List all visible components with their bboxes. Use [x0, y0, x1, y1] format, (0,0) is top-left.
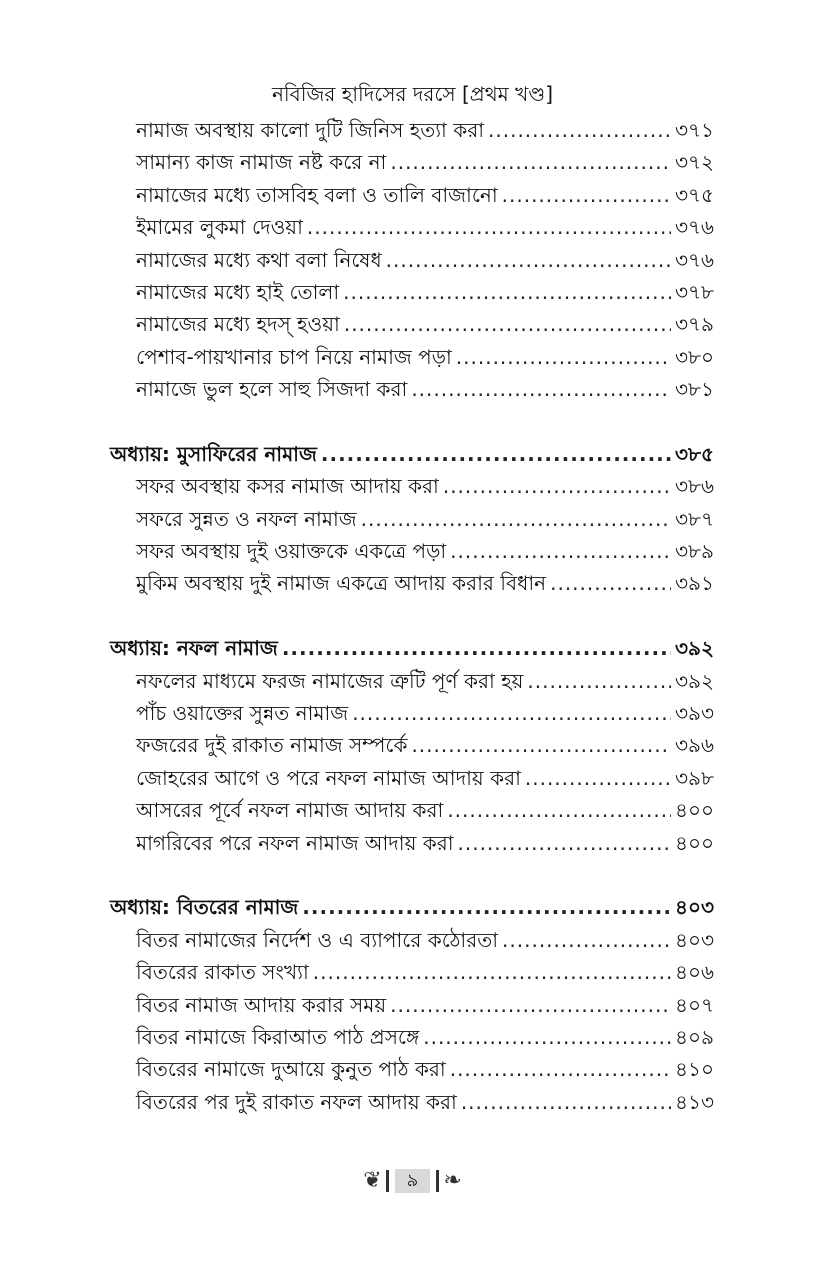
- dot-leader: [390, 150, 671, 174]
- toc-page-number: ৩৯৬: [675, 733, 714, 758]
- toc-page-number: ৩৯১: [675, 571, 714, 596]
- dot-leader: [443, 474, 671, 498]
- toc-chapter-row: [110, 634, 714, 666]
- toc-title: বিতরের পর দুই রাকাত নফল আদায় করা: [136, 1089, 457, 1114]
- dot-leader: [450, 1057, 671, 1081]
- toc-page-number: ৩৯৩: [675, 701, 714, 726]
- dot-leader: [313, 960, 671, 984]
- toc-entry-row: [110, 569, 714, 601]
- toc-title: পেশাব-পায়খানার চাপ নিয়ে নামাজ পড়া: [136, 344, 452, 369]
- dot-leader: [361, 507, 671, 531]
- dot-leader: [411, 377, 671, 401]
- toc-page-number: ৩৭৬: [674, 247, 714, 272]
- toc-entry-row: [110, 699, 714, 731]
- toc-title: নামাজের মধ্যে হাই তোলা: [136, 279, 340, 304]
- toc-page-number: ৩৮৯: [675, 539, 714, 564]
- toc-page-number: ৩৯২: [675, 636, 714, 661]
- toc-chapter-row: [110, 893, 714, 925]
- dot-leader: [447, 798, 671, 822]
- toc-title: নামাজের মধ্যে হদস্ হওয়া: [136, 312, 340, 337]
- toc-title: অধ্যায়: বিতরের নামাজ: [110, 895, 299, 920]
- toc-title: অধ্যায়: মুসাফিরের নামাজ: [110, 441, 317, 466]
- toc-entry-row: [110, 926, 714, 958]
- toc-page-number: ৩৮৬: [675, 474, 714, 499]
- toc-title: সফরে সুন্নত ও নফল নামাজ: [136, 506, 357, 531]
- section-gap: [110, 408, 714, 440]
- dot-leader: [321, 442, 671, 466]
- toc-title: সফর অবস্থায় দুই ওয়াক্তকে একত্রে পড়া: [136, 539, 447, 564]
- toc-entry-row: [110, 1088, 714, 1120]
- toc-title: মুকিম অবস্থায় দুই নামাজ একত্রে আদায় করার বিধান: [136, 571, 547, 596]
- dot-leader: [423, 1025, 671, 1049]
- toc-page-number: ৩৭৬: [674, 215, 714, 240]
- dot-leader: [502, 183, 671, 207]
- dot-leader: [302, 895, 671, 919]
- dot-leader: [527, 669, 671, 693]
- dot-leader: [343, 280, 671, 304]
- toc-entry-row: [110, 148, 714, 180]
- toc-title: পাঁচ ওয়াক্তের সুন্নত নামাজ: [136, 701, 349, 726]
- toc-entry-row: [110, 731, 714, 763]
- toc-entry-row: [110, 505, 714, 537]
- toc-page-number: ৩৭১: [675, 118, 714, 142]
- toc-page-number: ৪০৯: [675, 1024, 714, 1049]
- toc-title: ফজরের দুই রাকাত নামাজ সম্পর্কে: [136, 733, 408, 758]
- dot-leader: [525, 766, 671, 790]
- toc-title: মাগরিবের পরে নফল নামাজ আদায় করা: [136, 830, 454, 855]
- toc-title: আসরের পূর্বে নফল নামাজ আদায় করা: [136, 798, 444, 823]
- toc-title: জোহরের আগে ও পরে নফল নামাজ আদায় করা: [136, 765, 521, 790]
- toc-page-number: ৩৯২: [675, 668, 714, 693]
- dot-leader: [386, 248, 671, 272]
- toc-page-number: ৩৮৫: [675, 441, 714, 466]
- toc-entry-row: [110, 991, 714, 1023]
- toc-title: অধ্যায়: নফল নামাজ: [110, 636, 278, 661]
- toc-entry-row: [110, 375, 714, 407]
- toc-entry-row: [110, 246, 714, 278]
- toc-page-number: ৪১০: [675, 1057, 714, 1082]
- toc-page-number: ৩৭২: [674, 150, 714, 175]
- toc-page-number: ৪০০: [675, 830, 714, 855]
- dot-leader: [450, 539, 671, 563]
- dot-leader: [502, 928, 671, 952]
- toc-page-number: ৪০৭: [675, 992, 714, 1017]
- toc-entry-row: [110, 278, 714, 310]
- toc-page-number: ৩৭৫: [675, 182, 714, 207]
- toc-page-number: ৩৯৮: [675, 765, 714, 790]
- dot-leader: [307, 215, 671, 239]
- toc-page-number: ৩৮৭: [675, 506, 714, 531]
- dot-leader: [458, 831, 671, 855]
- page-footer: [0, 1168, 825, 1193]
- dot-leader: [456, 345, 671, 369]
- toc-entry-row: [110, 213, 714, 245]
- toc-title: বিতর নামাজের নির্দেশ ও এ ব্যাপারে কঠোরতা: [136, 927, 499, 952]
- toc-title: সামান্য কাজ নামাজ নষ্ট করে না: [136, 150, 387, 175]
- toc-page-number: ৪০০: [675, 798, 714, 823]
- toc-title: বিতর নামাজ আদায় করার সময়: [136, 992, 387, 1017]
- toc-entry-row: [110, 796, 714, 828]
- toc-entry-row: [110, 537, 714, 569]
- toc-page-number: ৩৭৮: [675, 279, 714, 304]
- dot-leader: [550, 571, 671, 595]
- floral-ornament-icon: ❧: [443, 1168, 462, 1193]
- section-gap: [110, 602, 714, 634]
- dot-leader: [282, 636, 671, 660]
- toc-title: বিতরের নামাজে দুআয়ে কুনুত পাঠ করা: [136, 1057, 446, 1082]
- toc-title: নফলের মাধ্যমে ফরজ নামাজের ত্রুটি পূর্ণ করা হয়: [136, 668, 524, 693]
- floral-ornament-icon: ❦: [363, 1168, 382, 1193]
- toc-entry-row: [110, 829, 714, 861]
- toc-page-number: ৩৮১: [675, 377, 714, 402]
- dot-leader: [344, 312, 671, 336]
- toc-entry-row: [110, 181, 714, 213]
- toc-page-number: ৪০৩: [675, 927, 714, 952]
- dot-leader: [390, 993, 671, 1017]
- page-number: ৯: [395, 1169, 431, 1193]
- toc-page-number: ৪১৩: [675, 1089, 714, 1114]
- dot-leader: [461, 1090, 671, 1114]
- dot-leader: [488, 118, 671, 142]
- toc-page-number: ৪০৬: [675, 960, 714, 985]
- toc-entry-row: [110, 472, 714, 504]
- toc-title: নামাজে ভুল হলে সাহু সিজদা করা: [136, 377, 408, 402]
- toc-title: নামাজের মধ্যে তাসবিহ বলা ও তালি বাজানো: [136, 182, 498, 207]
- dot-leader: [352, 701, 671, 725]
- toc-entry-row: [110, 1055, 714, 1087]
- section-gap: [110, 861, 714, 893]
- toc-title: বিতরের রাকাত সংখ্যা: [136, 960, 309, 985]
- toc-title: সফর অবস্থায় কসর নামাজ আদায় করা: [136, 474, 439, 499]
- toc-entry-row: [110, 958, 714, 990]
- toc-entry-row: [110, 764, 714, 796]
- toc-title: ইমামের লুকমা দেওয়া: [136, 215, 303, 240]
- toc-entry-row: [110, 667, 714, 699]
- toc-page-number: ৩৭৯: [675, 312, 714, 337]
- page-header-title: নবিজির হাদিসের দরসে [প্রথম খণ্ড]: [271, 82, 554, 106]
- toc-title: নামাজ অবস্থায় কালো দুটি জিনিস হত্যা করা: [136, 118, 485, 142]
- toc-entry-row: [110, 1023, 714, 1055]
- toc-page-number: ৪০৩: [675, 895, 714, 920]
- toc-entry-row: [110, 343, 714, 375]
- table-of-contents: [110, 116, 714, 1120]
- toc-title: নামাজের মধ্যে কথা বলা নিষেধ: [136, 247, 382, 272]
- divider-bar: [436, 1170, 439, 1192]
- toc-title: বিতর নামাজে কিরাআত পাঠ প্রসঙ্গে: [136, 1024, 420, 1049]
- divider-bar: [386, 1170, 389, 1192]
- toc-chapter-row: [110, 440, 714, 472]
- toc-entry-row: [110, 310, 714, 342]
- dot-leader: [411, 733, 671, 757]
- toc-page-number: ৩৮০: [675, 344, 714, 369]
- toc-entry-row: [110, 116, 714, 148]
